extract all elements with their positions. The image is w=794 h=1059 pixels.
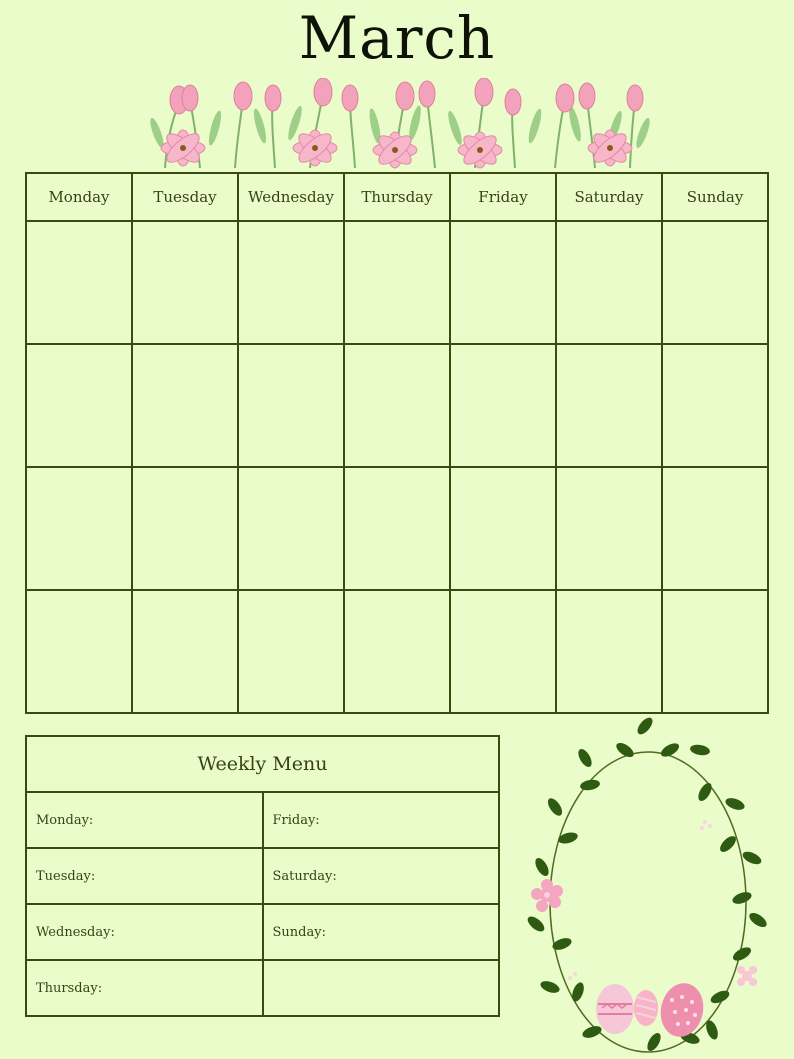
calendar-cell[interactable] (450, 467, 556, 590)
menu-cell-friday[interactable]: Friday: (263, 792, 500, 848)
calendar-cell[interactable] (132, 221, 238, 344)
calendar-cell[interactable] (344, 590, 450, 713)
calendar-week-row (26, 590, 768, 713)
calendar-cell[interactable] (556, 221, 662, 344)
calendar-cell[interactable] (238, 590, 344, 713)
calendar-week-row (26, 221, 768, 344)
calendar-cell[interactable] (26, 467, 132, 590)
day-header: Tuesday (132, 173, 238, 221)
menu-cell-saturday[interactable]: Saturday: (263, 848, 500, 904)
calendar-cell[interactable] (450, 221, 556, 344)
calendar-cell[interactable] (132, 344, 238, 467)
menu-cell-monday[interactable]: Monday: (26, 792, 263, 848)
tulip-border (145, 78, 650, 170)
calendar-cell[interactable] (662, 467, 768, 590)
calendar-header-row (26, 173, 768, 221)
calendar-cell[interactable] (344, 221, 450, 344)
calendar-cell[interactable] (556, 467, 662, 590)
monthly-calendar (25, 172, 769, 714)
calendar-cell[interactable] (238, 221, 344, 344)
menu-cell-tuesday[interactable]: Tuesday: (26, 848, 263, 904)
page-title: March (298, 4, 496, 72)
calendar-cell[interactable] (26, 221, 132, 344)
menu-cell-sunday[interactable]: Sunday: (263, 904, 500, 960)
calendar-cell[interactable] (450, 344, 556, 467)
menu-cell-empty[interactable] (263, 960, 500, 1016)
calendar-cell[interactable] (662, 344, 768, 467)
calendar-cell[interactable] (132, 590, 238, 713)
calendar-cell[interactable] (344, 344, 450, 467)
calendar-cell[interactable] (662, 221, 768, 344)
calendar-cell[interactable] (238, 344, 344, 467)
day-header: Friday (450, 173, 556, 221)
calendar-cell[interactable] (556, 590, 662, 713)
day-header: Monday (26, 173, 132, 221)
day-header: Sunday (662, 173, 768, 221)
calendar-cell[interactable] (556, 344, 662, 467)
menu-cell-wednesday[interactable]: Wednesday: (26, 904, 263, 960)
day-header: Saturday (556, 173, 662, 221)
calendar-cell[interactable] (344, 467, 450, 590)
egg-wreath (520, 712, 775, 1057)
calendar-week-row (26, 467, 768, 590)
weekly-menu-title: Weekly Menu (26, 736, 499, 792)
calendar-cell[interactable] (238, 467, 344, 590)
weekly-menu (25, 735, 500, 1017)
day-header: Wednesday (238, 173, 344, 221)
menu-cell-thursday[interactable]: Thursday: (26, 960, 263, 1016)
day-header: Thursday (344, 173, 450, 221)
calendar-cell[interactable] (662, 590, 768, 713)
calendar-cell[interactable] (450, 590, 556, 713)
calendar-week-row (26, 344, 768, 467)
calendar-cell[interactable] (132, 467, 238, 590)
calendar-cell[interactable] (26, 590, 132, 713)
calendar-cell[interactable] (26, 344, 132, 467)
